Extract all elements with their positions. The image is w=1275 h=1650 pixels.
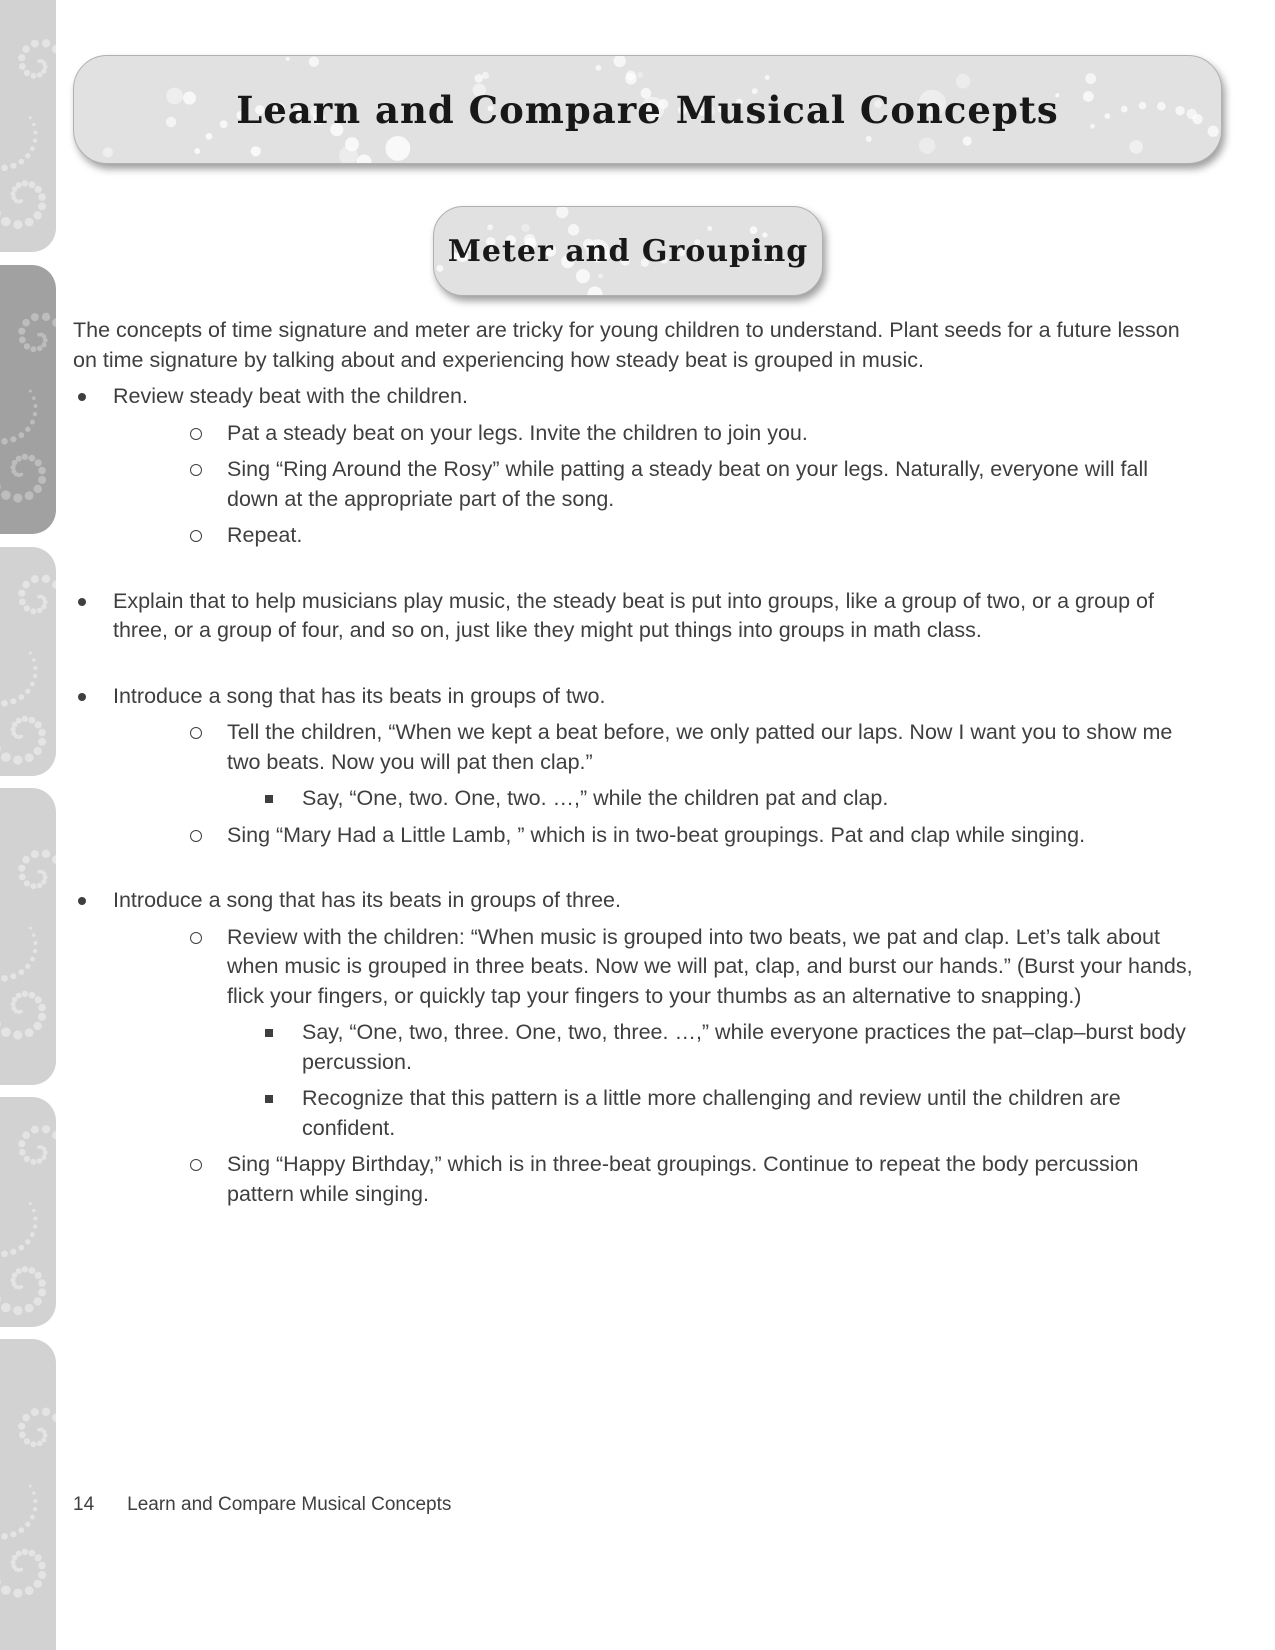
circle-bullet-icon — [190, 464, 202, 476]
sidebar-tab — [0, 0, 56, 252]
bullet-icon — [78, 598, 86, 606]
circle-bullet-icon — [190, 932, 202, 944]
circle-bullet-icon — [190, 428, 202, 440]
list-item — [73, 521, 1201, 551]
square-bullet-icon — [265, 795, 273, 803]
list-item — [73, 455, 1201, 514]
sidebar-tab — [0, 1339, 56, 1650]
page-title: Learn and Compare Musical Concepts — [236, 87, 1059, 132]
circle-bullet-icon — [190, 1159, 202, 1171]
list-item-text: Explain that to help musicians play music, the steady beat is put into groups, like a group of two, or a group of three, or a group of four, and so on, just like they might put things into groups in math class. — [113, 588, 1154, 642]
list-item — [73, 923, 1201, 1012]
list-item-text: Review steady beat with the children. — [113, 384, 468, 408]
sidebar-tab — [0, 547, 56, 776]
list-item-text: Pat a steady beat on your legs. Invite the children to join you. — [227, 420, 808, 445]
circle-bullet-icon — [190, 530, 202, 542]
list-item — [73, 886, 1201, 916]
list-item — [73, 784, 1201, 814]
list-item-text: Sing “Ring Around the Rosy” while patting a steady beat on your legs. Naturally, everyone will fall down at the appropriate part of the song. — [227, 457, 1149, 511]
list-item — [73, 1150, 1201, 1209]
dot-swirl-decoration — [0, 547, 56, 776]
list-item-text: Tell the children, “When we kept a beat before, we only patted our laps. Now I want you to show me two beats. Now you will pat then clap.” — [227, 720, 1173, 774]
dot-swirl-decoration — [0, 0, 56, 252]
intro-paragraph: The concepts of time signature and meter are tricky for young children to understand. Plant seeds for a future lesson on time signature by talking about and experiencing how steady beat is grouped in music. — [73, 318, 1180, 372]
footer-title: Learn and Compare Musical Concepts — [127, 1494, 452, 1515]
list-item-text: Say, “One, two, three. One, two, three. …,” while everyone practices the pat–clap–burst body percussion. — [302, 1020, 1186, 1074]
title-banner — [73, 55, 1222, 164]
list-item — [73, 718, 1201, 777]
square-bullet-icon — [265, 1095, 273, 1103]
list-item-text: Introduce a song that has its beats in groups of three. — [113, 888, 621, 912]
circle-bullet-icon — [190, 727, 202, 739]
list-item — [73, 1084, 1201, 1143]
sidebar-tab-active — [0, 265, 56, 534]
sidebar-tab — [0, 1097, 56, 1327]
page-footer — [73, 1494, 451, 1516]
bullet-icon — [78, 693, 86, 701]
list-item-text: Review with the children: “When music is grouped into two beats, we pat and clap. Let’s talk about when music is grouped in three beats. Now we will pat, clap, and burst our hands.” (Burst your hands, flick your fingers, or quickly tap your fingers to your thumbs as an alternative to snapping.) — [227, 924, 1193, 1008]
list-item — [73, 382, 1201, 412]
list-item-text: Say, “One, two. One, two. …,” while the children pat and clap. — [302, 786, 889, 810]
dot-swirl-decoration — [0, 1339, 56, 1650]
dot-swirl-decoration — [0, 1097, 56, 1327]
list-item-text: Recognize that this pattern is a little more challenging and review until the children are confident. — [302, 1086, 1121, 1140]
list-item-text: Repeat. — [227, 523, 303, 547]
list-item — [73, 419, 1201, 449]
square-bullet-icon — [265, 1029, 273, 1037]
section-banner — [433, 206, 823, 296]
bullet-icon — [78, 897, 86, 905]
sidebar-tab — [0, 788, 56, 1085]
page-number: 14 — [73, 1494, 95, 1515]
list-item — [73, 682, 1201, 712]
section-title: Meter and Grouping — [447, 233, 809, 269]
list-item-text: Introduce a song that has its beats in groups of two. — [113, 683, 606, 708]
list-item — [73, 1018, 1201, 1077]
list-item-text: Sing “Mary Had a Little Lamb, ” which is in two-beat groupings. Pat and clap while singing. — [227, 822, 1086, 847]
list-item — [73, 821, 1201, 851]
circle-bullet-icon — [190, 830, 202, 842]
list-item-text: Sing “Happy Birthday,” which is in three-beat groupings. Continue to repeat the body percussion pattern while singing. — [227, 1152, 1139, 1206]
dot-swirl-decoration — [0, 788, 56, 1085]
dot-swirl-decoration — [0, 265, 56, 534]
bullet-icon — [78, 393, 86, 401]
list-item — [73, 587, 1201, 646]
page-body — [73, 316, 1201, 1209]
